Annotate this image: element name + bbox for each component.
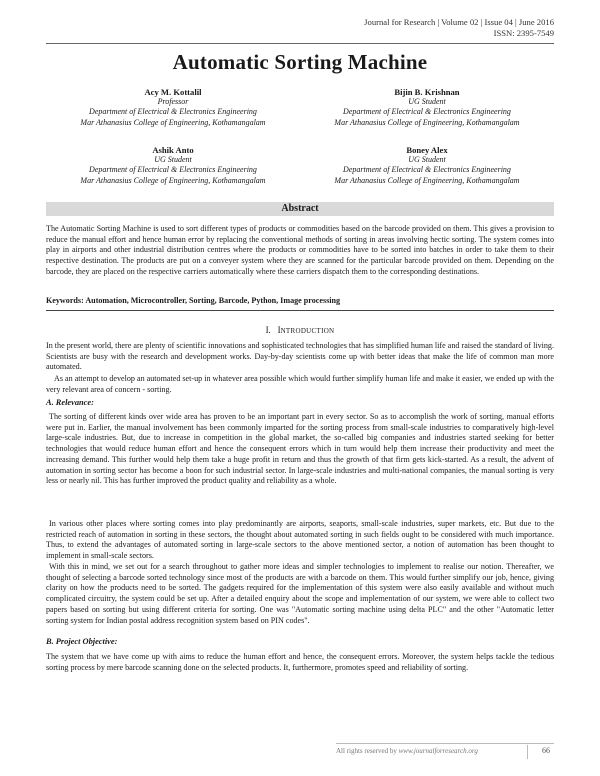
introduction-paragraph: In the present world, there are plenty of scientific innovations and sophisticated technologies that has simplified human life and raised the standard of living. Scientists are busy with the research and development works. Day-by-day scientists come up with better ideas that make the life of common man more automated. [46,341,554,372]
author-block [38,145,308,186]
author-name: Acy M. Kottalil [144,87,202,97]
relevance-paragraph: The sorting of different kinds over wide area has proven to be an important part in every sector. So as to accomplish the work of sorting, manual efforts were put in. Earlier, the manual involvement has been commonly imparted for the sorting process from small-scale industries to comparatively high-level large-scale industries. But, due to increase in competition in the global market, the so-called big companies and industries started seeking for better technologies that would reduce human effort and hence the consequent errors which in turn would help them increase their productivity and meet the increasing demand. This further would help them take a huge profit in return and thus the growth of that firm gets kick-started. As a result, the advent of automation in sorting sector has become a boon for such industrial sector. In large-scale industries and multi-national companies, the manual sorting is very less or nearly nil. This has further improved the product quality and reliability as a whole. [46,412,554,486]
author-department: Department of Electrical & Electronics Engineering [89,107,257,117]
footer-rights: All rights reserved by [336,747,397,755]
author-college: Mar Athanasius College of Engineering, Kothamangalam [80,175,266,185]
section-heading-rest: NTRODUCTION [280,327,335,335]
author-department: Department of Electrical & Electronics Engineering [343,165,511,175]
author-block [292,87,562,128]
page-number: 66 [542,746,550,755]
author-college: Mar Athanasius College of Engineering, Kothamangalam [334,175,520,185]
section-heading-first-letter: I [277,325,281,335]
keywords: Keywords: Automation, Microcontroller, Sorting, Barcode, Python, Image processing [46,296,341,305]
objective-paragraph: The system that we have come up with aims to reduce the human effort and hence, the consequent errors. Moreover, the system helps tackle the tedious sorting process by mere barcode scanning done on the selected products. It, furthermore, promotes speed and reliability of sorting. [46,652,554,672]
author-role: UG Student [408,97,446,107]
author-role: UG Student [408,155,446,165]
author-block [292,145,562,186]
paper-title: Automatic Sorting Machine [172,50,428,74]
author-role: Professor [157,97,189,107]
relevance-paragraph: In various other places where sorting comes into play predominantly are airports, seaports, small-scale industries, super markets, etc. But due to the restricted reach of automation in sorting in these sectors, the thought about automated sorting in such fields ought to be considered with much importance. Thus, to extend the advantages of automated sorting in large-scale sectors to the above mentioned sector, a notion of automation has been thought to implement in small-scale sectors. [46,519,554,561]
author-department: Department of Electrical & Electronics Engineering [89,165,257,175]
section-numeral: I. [265,325,271,335]
footer-credit [336,747,478,755]
author-college: Mar Athanasius College of Engineering, Kothamangalam [80,117,266,127]
author-block [38,87,308,128]
author-name: Ashik Anto [152,145,194,155]
author-role: UG Student [154,155,192,165]
footer-rule [336,743,554,744]
section-heading-introduction [0,325,600,335]
subsection-heading-objective: B. Project Objective: [46,637,118,646]
header-rule [46,43,554,44]
author-department: Department of Electrical & Electronics Engineering [343,107,511,117]
author-name: Bijin B. Krishnan [394,87,460,97]
journal-line: Journal for Research | Volume 02 | Issue 04 | June 2016 [364,17,554,27]
footer-separator [527,745,528,759]
abstract-heading: Abstract [46,202,554,216]
footer-site-link[interactable]: www.journalforresearch.org [398,747,478,755]
subsection-heading-relevance: A. Relevance: [46,398,94,407]
author-college: Mar Athanasius College of Engineering, Kothamangalam [334,117,520,127]
relevance-paragraph: With this in mind, we set out for a search throughout to gather more ideas and simpler technologies to implement to realise our notion. Thereafter, we thought of selecting a barcode sorted technology since most of the products are with a barcode on them. This would further simplify our job, hence, giving clarity on how the products need to be sorted. The gadgets required for the implementation of this system were also easily available and without much complicated circuitry, the system could be set up. After a detailed enquiry about the scope and implementation of our system, we were able to collect two papers based on sorting but using different criteria for sorting. One was "Automatic sorting machine using delta PLC" and the other "Automatic letter sorting system for Indian postal address recognition system based on PIN codes". [46,562,554,625]
abstract-text: The Automatic Sorting Machine is used to sort different types of products or commodities based on the barcode provided on them. This gives a provision to reduce the manual effort and hence human error by replacing the conventional methods of sorting in areas involving hectic sorting. The system comes into play in airports and other industrial distribution centres where the products or commodities have to be sorted into batches in order to take them to their respective destination. The products are put on a conveyer system where they are scanned for the particular barcode provided on them. Depending on the barcode, they are placed on the respective carriers automatically where these carriers dispatch them to the corresponding destinations. [46,224,554,276]
author-name: Boney Alex [406,145,448,155]
section-divider [46,310,554,311]
introduction-paragraph: As an attempt to develop an automated set-up in whatever area possible which would further simplify human life and make it easier, we ended up with the very relevant area of concern - sorting. [46,374,554,394]
journal-header [364,17,554,39]
issn: ISSN: 2395-7549 [493,28,554,38]
